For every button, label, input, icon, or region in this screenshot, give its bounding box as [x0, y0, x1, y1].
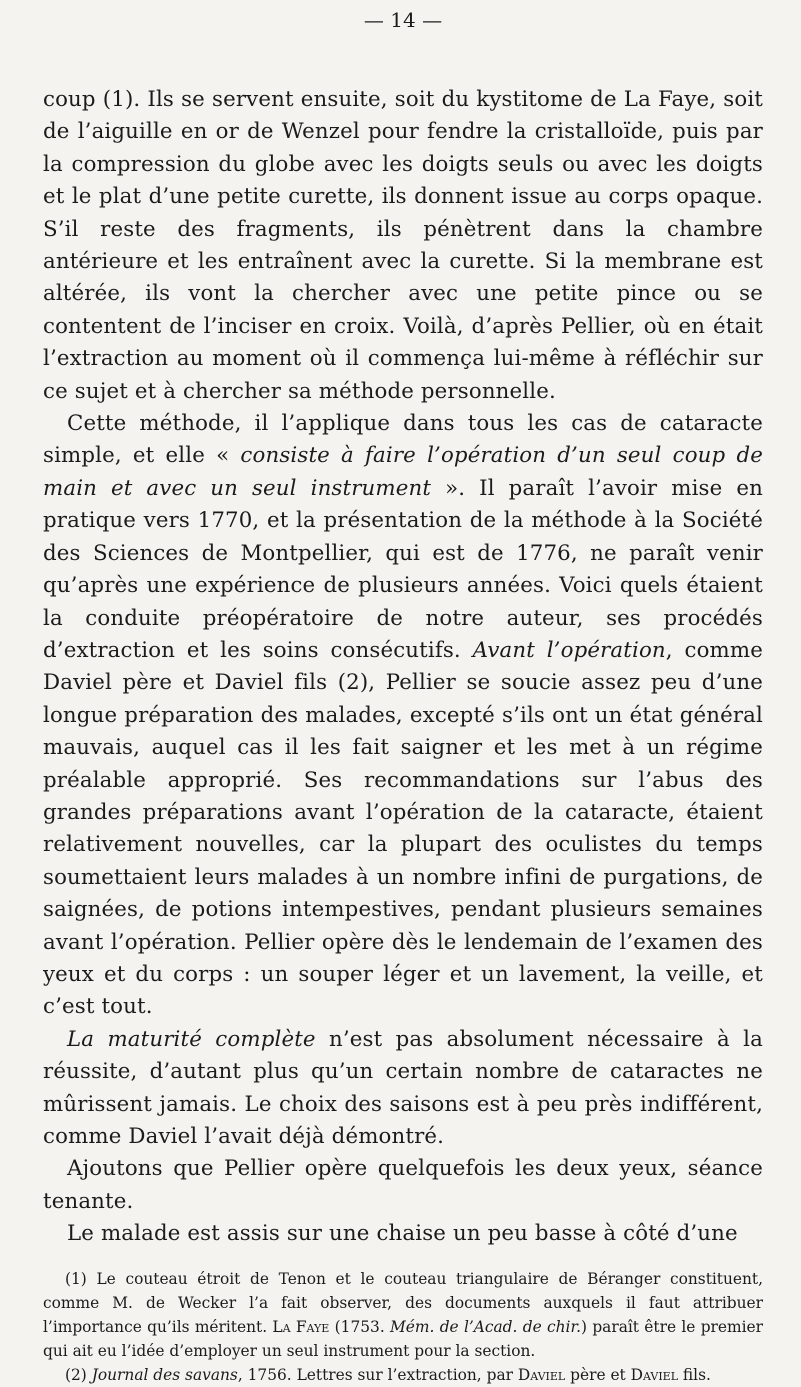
- page-number: — 14 —: [363, 8, 443, 32]
- paragraph-1: coup (1). Ils se servent ensuite, soit du kystitome de La Faye, soit de l’aiguille en or de Wenzel pour fendre la cristalloïde, puis par la compression du globe avec les doigts seuls ou avec les doigts et le plat d’une petite curette, ils donnent issue au corps opaque. S’il reste des fragments, ils pénètrent dans la chambre antérieure et les entraînent avec la curette. Si la membrane est altérée, ils vont la chercher avec une petite pince ou se contentent de l’inciser en croix. Voilà, d’après Pellier, où en était l’extraction au moment où il commença lui-même à réfléchir sur ce sujet et à chercher sa méthode personnelle.: [43, 87, 763, 404]
- author-name: Daviel: [630, 1365, 678, 1384]
- journal-title: Journal des savans: [91, 1365, 238, 1384]
- paragraph-5: Le malade est assis sur une chaise un peu basse à côté d’une: [67, 1221, 738, 1247]
- footnote-2: (2) Journal des savans, 1756. Lettres sur l’extraction, par Daviel père et Daviel fils.: [65, 1365, 711, 1384]
- footnote-1: (1) Le couteau étroit de Tenon et le couteau triangulaire de Béranger constituent, comme M. de Wecker l’a fait observer, des documents auxquels il faut attribuer l’importance qu’ils méritent. La Faye (1753. Mém. de l’Acad. de chir.) paraît être le premier qui ait eu l’idée d’employer un seul instrument pour la section.: [43, 1269, 763, 1360]
- paragraph-3: La maturité complète n’est pas absolument nécessaire à la réussite, d’autant plus qu’un certain nombre de cataractes ne mûrissent jamais. Le choix des saisons est à peu près indifférent, comme Daviel l’avait déjà démontré.: [43, 1026, 763, 1149]
- body-text: [43, 84, 763, 1251]
- paragraph-2: Cette méthode, il l’applique dans tous les cas de cataracte simple, et elle « consiste à faire l’opération d’un seul coup de main et avec un seul instrument ». Il paraît l’avoir mise en pratique vers 1770, et la présentation de la méthode à la Société des Sciences de Montpellier, qui est de 1776, ne paraît venir qu’après une expérience de plusieurs années. Voici quels étaient la conduite préopératoire de notre auteur, ses procédés d’extraction et les soins consécutifs. Avant l’opération, comme Daviel père et Daviel fils (2), Pellier se soucie assez peu d’une longue préparation des malades, excepté s’ils ont un état général mauvais, auquel cas il les fait saigner et les met à un régime préalable approprié. Ses recommandations sur l’abus des grandes préparations avant l’opération de la cataracte, étaient relativement nouvelles, car la plupart des oculistes du temps soumettaient leurs malades à un nombre infini de purgations, de saignées, de potions intempestives, pendant plusieurs semaines avant l’opération. Pellier opère dès le lendemain de l’examen des yeux et du corps : un souper léger et un lavement, la veille, et c’est tout.: [43, 411, 763, 1020]
- emphasis-method: consiste à faire l’opération d’un seul coup de main et avec un seul instrument: [43, 443, 763, 501]
- emphasis-avant: Avant l’opération: [472, 637, 666, 663]
- emphasis-maturite: La maturité complète: [67, 1026, 316, 1052]
- publication-title: Mém. de l’Acad. de chir.: [390, 1317, 582, 1336]
- paragraph-4: Ajoutons que Pellier opère quelquefois les deux yeux, séance tenante.: [43, 1156, 763, 1214]
- author-name: La Faye: [272, 1317, 330, 1336]
- footnotes: [43, 1267, 763, 1387]
- author-name: Daviel: [517, 1365, 566, 1384]
